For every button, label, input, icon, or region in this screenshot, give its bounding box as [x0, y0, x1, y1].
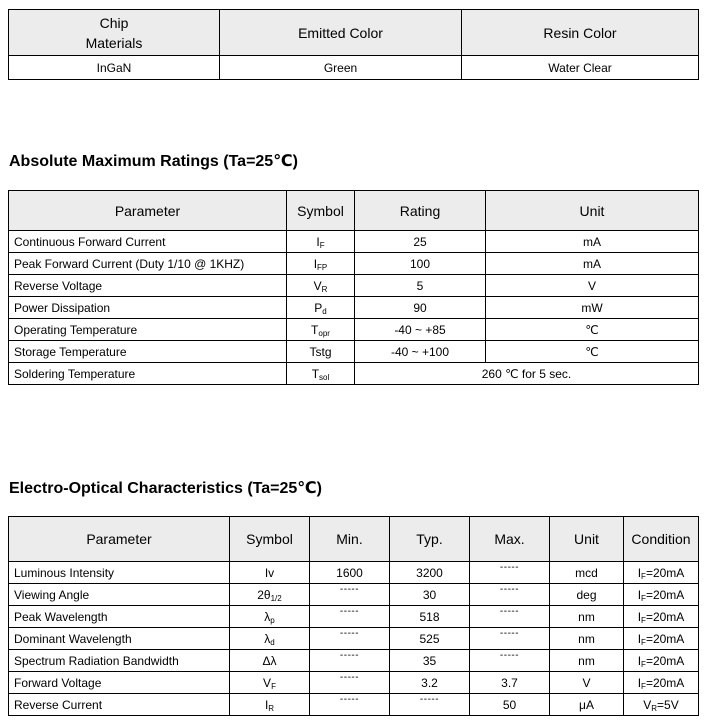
- rating-header: Rating: [355, 191, 486, 231]
- condition-header: Condition: [624, 517, 699, 562]
- row-parameter: Viewing Angle: [9, 584, 230, 606]
- row-symbol: $I_R$: [230, 694, 310, 716]
- chip-materials-header: Chip Materials: [9, 10, 220, 56]
- absolute-maximum-ratings-title: Absolute Maximum Ratings (Ta=25℃): [9, 153, 298, 170]
- row-typ: 3.2: [390, 672, 470, 694]
- table-row: [9, 363, 699, 385]
- row-symbol: $\lambda_p$: [230, 606, 310, 628]
- table-row: [9, 694, 699, 716]
- row-rating: 5: [355, 275, 486, 297]
- row-unit: deg: [550, 584, 624, 606]
- row-min: -----: [310, 650, 390, 672]
- row-max: -----: [470, 606, 550, 628]
- row-rating: -40 ~ +85: [355, 319, 486, 341]
- chip-material-value: InGaN: [9, 56, 220, 80]
- eo-header-row: [9, 517, 699, 562]
- row-soldering-value: 260 ℃ for 5 sec.: [355, 363, 699, 385]
- row-symbol: $\lambda_d$: [230, 628, 310, 650]
- row-typ: 3200: [390, 562, 470, 584]
- row-symbol: Tstg: [287, 341, 355, 363]
- row-parameter: Reverse Voltage: [9, 275, 287, 297]
- row-typ: 525: [390, 628, 470, 650]
- emitted-color-value: Green: [220, 56, 462, 80]
- row-condition: $I_F=20mA$: [624, 628, 699, 650]
- amr-body: [9, 231, 699, 363]
- row-unit: mcd: [550, 562, 624, 584]
- row-rating: 25: [355, 231, 486, 253]
- emitted-color-header: Emitted Color: [220, 10, 462, 56]
- parameter-header: Parameter: [9, 191, 287, 231]
- row-parameter: Peak Wavelength: [9, 606, 230, 628]
- symbol-header: Symbol: [230, 517, 310, 562]
- row-unit: mA: [486, 231, 699, 253]
- row-parameter: Dominant Wavelength: [9, 628, 230, 650]
- row-unit: ℃: [486, 319, 699, 341]
- row-condition: $I_F=20mA$: [624, 606, 699, 628]
- row-min: -----: [310, 606, 390, 628]
- electro-optical-characteristics-title: Electro-Optical Characteristics (Ta=25℃): [9, 480, 322, 497]
- table-row: [9, 253, 699, 275]
- row-symbol: Iv: [230, 562, 310, 584]
- row-parameter: Reverse Current: [9, 694, 230, 716]
- row-parameter: Soldering Temperature: [9, 363, 287, 385]
- row-parameter: Power Dissipation: [9, 297, 287, 319]
- row-min: 1600: [310, 562, 390, 584]
- row-parameter: Peak Forward Current (Duty 1/10 @ 1KHZ): [9, 253, 287, 275]
- table-row: [9, 231, 699, 253]
- row-unit: V: [486, 275, 699, 297]
- resin-color-value: Water Clear: [462, 56, 699, 80]
- row-max: -----: [470, 650, 550, 672]
- row-condition: $I_F=20mA$: [624, 650, 699, 672]
- row-symbol: Δλ: [230, 650, 310, 672]
- amr-header-row: [9, 191, 699, 231]
- row-typ: 35: [390, 650, 470, 672]
- row-max: -----: [470, 628, 550, 650]
- table-row: [9, 275, 699, 297]
- row-typ: 518: [390, 606, 470, 628]
- row-unit: nm: [550, 628, 624, 650]
- table-row: [9, 650, 699, 672]
- row-parameter: Storage Temperature: [9, 341, 287, 363]
- row-symbol: $V_F$: [230, 672, 310, 694]
- unit-header: Unit: [550, 517, 624, 562]
- chip-materials-table: [8, 9, 699, 80]
- row-unit: nm: [550, 606, 624, 628]
- table-row: [9, 562, 699, 584]
- row-max: 3.7: [470, 672, 550, 694]
- row-max: -----: [470, 562, 550, 584]
- row-rating: -40 ~ +100: [355, 341, 486, 363]
- table-row: [9, 606, 699, 628]
- row-condition: $I_F=20mA$: [624, 584, 699, 606]
- table-row: [9, 319, 699, 341]
- table-row: [9, 56, 699, 80]
- row-parameter: Continuous Forward Current: [9, 231, 287, 253]
- row-symbol: $T_{sol}$: [287, 363, 355, 385]
- row-parameter: Forward Voltage: [9, 672, 230, 694]
- eo-body: [9, 562, 699, 716]
- row-typ: -----: [390, 694, 470, 716]
- table-row: [9, 341, 699, 363]
- table-row: [9, 672, 699, 694]
- row-symbol: $I_{FP}$: [287, 253, 355, 275]
- electro-optical-table: [8, 516, 699, 716]
- row-min: -----: [310, 694, 390, 716]
- resin-color-header: Resin Color: [462, 10, 699, 56]
- row-typ: 30: [390, 584, 470, 606]
- row-unit: V: [550, 672, 624, 694]
- row-symbol: $T_{opr}$: [287, 319, 355, 341]
- row-max: 50: [470, 694, 550, 716]
- row-parameter: Luminous Intensity: [9, 562, 230, 584]
- absolute-maximum-ratings-table: [8, 190, 699, 385]
- parameter-header: Parameter: [9, 517, 230, 562]
- row-condition: $I_F=20mA$: [624, 562, 699, 584]
- row-rating: 90: [355, 297, 486, 319]
- row-symbol: $2\theta_{1/2}$: [230, 584, 310, 606]
- row-unit: nm: [550, 650, 624, 672]
- row-rating: 100: [355, 253, 486, 275]
- row-unit: mA: [486, 253, 699, 275]
- symbol-header: Symbol: [287, 191, 355, 231]
- row-unit: μA: [550, 694, 624, 716]
- row-min: -----: [310, 628, 390, 650]
- min-header: Min.: [310, 517, 390, 562]
- row-min: -----: [310, 584, 390, 606]
- table-row: [9, 297, 699, 319]
- row-parameter: Operating Temperature: [9, 319, 287, 341]
- row-unit: mW: [486, 297, 699, 319]
- row-max: -----: [470, 584, 550, 606]
- row-unit: ℃: [486, 341, 699, 363]
- row-parameter: Spectrum Radiation Bandwidth: [9, 650, 230, 672]
- row-condition: $I_F=20mA$: [624, 672, 699, 694]
- table-row: [9, 584, 699, 606]
- row-symbol: $P_d$: [287, 297, 355, 319]
- typ-header: Typ.: [390, 517, 470, 562]
- unit-header: Unit: [486, 191, 699, 231]
- chip-table-header-row: [9, 10, 699, 56]
- row-symbol: $V_R$: [287, 275, 355, 297]
- row-condition: $V_R=5V$: [624, 694, 699, 716]
- row-symbol: $I_F$: [287, 231, 355, 253]
- row-min: -----: [310, 672, 390, 694]
- table-row: [9, 628, 699, 650]
- max-header: Max.: [470, 517, 550, 562]
